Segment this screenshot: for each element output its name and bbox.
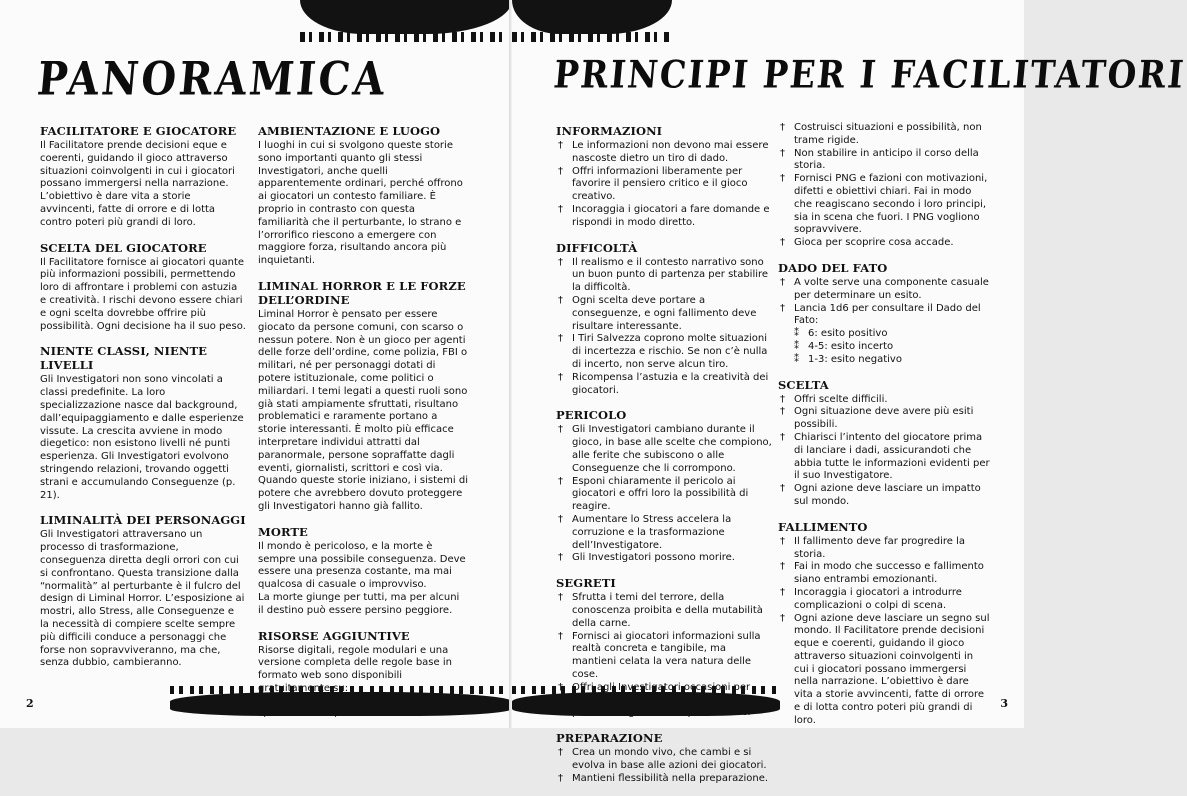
bullet-icon: † <box>558 772 563 784</box>
bullet-icon: † <box>780 302 785 314</box>
bullet-icon: ⁑ <box>794 340 799 352</box>
bullet-icon: † <box>780 483 785 495</box>
list-item: † Ogni scelta deve portare a conseguenze, e ogni fallimento deve risultare interessante. <box>558 294 757 332</box>
section-text: Il mondo è pericoloso, e la morte è sempre una possibile conseguenza. Deve essere una presenza costante, ma mai qualcosa di casuale o improvviso. <box>258 540 466 591</box>
section-heading: RISORSE AGGIUNTIVE <box>258 628 410 643</box>
sub-list-item: ⁑ 4-5: esito incerto <box>794 340 894 352</box>
section-heading: PERICOLO <box>556 408 627 423</box>
section-text: Gli Investigatori attraversano un processo di trasformazione, conseguenza diretta degli orrori con cui si confrontano. Questa transizione dalla “normalità” al perturbante è il fulcro del design di Liminal Horror. L’esposizione ai mostri, allo Stress, alle Conseguenze e la necessità di compiere scelte sempre più difficili conduce a personaggi che forse non sopravviveranno, ma che, senza dubbio, cambieranno. <box>40 529 245 669</box>
bullet-icon: † <box>780 122 785 133</box>
section-heading: AMBIENTAZIONE E LUOGO <box>258 124 441 138</box>
list-item: † Aumentare lo Stress accelera la corruzione e la trasformazione dell’Investigatore. <box>558 513 732 551</box>
list-item: † Incoraggia i giocatori a introdurre complicazioni o colpi di scena. <box>780 586 962 611</box>
section <box>778 122 990 250</box>
page-title: PRINCIPI PER I FACILITATORI <box>551 52 1187 97</box>
bullet-icon: † <box>558 552 563 564</box>
list-item: † I Tiri Salvezza coprono molte situazioni di incertezza e rischio. Se non c’è nulla di incerto, non serve alcun tiro. <box>558 333 768 370</box>
list-item: † Mantieni flessibilità nella preparazione. <box>558 772 769 784</box>
list-item: † Offri informazioni liberamente per favorire il pensiero critico e il gioco creativo. <box>558 165 748 203</box>
list-item: † Il realismo e il contesto narrativo sono un buon punto di partenza per stabilire la difficoltà. <box>558 256 769 294</box>
bullet-icon: † <box>558 333 563 345</box>
section-text: Il Facilitatore prende decisioni eque e coerenti, guidando il gioco attraverso situazioni coinvolgenti in cui i giocatori possano immergersi nella narrazione. L’obiettivo è dare vita a storie avvincenti, fatte di orrore e di lotta contro poteri più grandi di loro. <box>40 140 235 228</box>
bullet-icon: † <box>558 630 563 642</box>
bullet-icon: † <box>558 424 563 436</box>
section-heading: SEGRETI <box>556 576 616 591</box>
section-heading: PREPARAZIONE <box>556 731 663 746</box>
bullet-icon: † <box>558 256 563 268</box>
list-item: † Non stabilire in anticipo il corso della storia. <box>780 147 979 172</box>
bullet-icon: † <box>780 535 785 547</box>
list-item: † Le informazioni non devono mai essere nascoste dietro un tiro di dado. <box>558 140 769 164</box>
section-text: Risorse digitali, regole modulari e una versione completa delle regole base in formato web sono disponibili <box>258 644 452 682</box>
section-text: Il Facilitatore fornisce ai giocatori quante più informazioni possibili, permettendo loro di affrontare i problemi con astuzia e creatività. I rischi devono essere chiari e ogni scelta dovrebbe offrire più possibilità. Ogni decisione ha il suo peso. <box>40 256 246 332</box>
bullet-icon: † <box>558 371 563 383</box>
list-item: † Fai in modo che successo e fallimento siano entrambi emozionanti. <box>780 561 984 586</box>
bullet-icon: ⁑ <box>794 353 799 365</box>
bullet-icon: † <box>558 475 563 487</box>
section <box>40 513 246 670</box>
list-item: † Fornisci PNG e fazioni con motivazioni, difetti e obiettivi chiari. Fai in modo che reagiscano secondo i loro principi, sia in scena che fuori. I PNG vogliono sopravvivere. <box>780 173 988 236</box>
list-item: † Offri scelte difficili. <box>780 393 888 405</box>
bullet-icon: † <box>558 513 563 525</box>
right-page <box>512 0 1187 784</box>
section-heading: SCELTA <box>778 377 829 392</box>
bullet-icon: † <box>558 165 563 177</box>
bullet-icon: † <box>780 147 785 159</box>
list-item: † A volte serve una componente casuale per determinare un esito. <box>780 276 989 301</box>
page-number: 2 <box>26 697 34 710</box>
list-item: † Sfrutta i temi del terrore, della conoscenza proibita e della mutabilità della carne. <box>558 592 763 629</box>
sub-list-item: ⁑ 6: esito positivo <box>794 328 888 340</box>
section <box>778 520 990 728</box>
section <box>258 124 468 268</box>
bullet-icon: † <box>558 203 563 215</box>
section-heading: DADO DEL FATO <box>778 260 888 275</box>
bullet-icon: † <box>780 561 785 573</box>
ink-splatter-top <box>300 0 512 34</box>
bullet-icon: † <box>780 431 785 443</box>
section <box>556 124 772 230</box>
section-heading: LIMINALITÀ DEI PERSONAGGI <box>40 513 246 528</box>
list-item: † Gli Investigatori cambiano durante il gioco, in base alle scelte che compiono, alle ferite che subiscono o alle Conseguenze che li corrompono. <box>558 424 772 474</box>
sub-list-item: ⁑ 1-3: esito negativo <box>794 353 902 365</box>
list-item: † Chiarisci l’intento del giocatore prima di lanciare i dadi, assicurandoti che abbia tutte le informazioni evidenti per il suo Investigatore. <box>780 431 990 482</box>
bullet-icon: † <box>780 612 785 624</box>
right-column-2 <box>778 122 990 739</box>
ink-splatter-top <box>512 0 672 34</box>
section <box>556 731 772 785</box>
list-item: † Ogni azione deve lasciare un segno sul mondo. Il Facilitatore prende decisioni eque e coerenti, guidando il gioco attraverso situazioni coinvolgenti in cui i giocatori possano immergersi nella narrazione. L’obiettivo è dare vita a storie avvincenti, fatte di orrore e di lotta contro poteri più grandi di loro. <box>780 612 990 726</box>
bullet-icon: † <box>780 586 785 598</box>
section-heading: MORTE <box>258 524 308 539</box>
ink-splatter-bottom <box>170 692 512 716</box>
bullet-icon: † <box>780 393 785 405</box>
page-title: PANORAMICA <box>35 52 390 107</box>
section-heading: INFORMAZIONI <box>556 124 663 138</box>
list-item: † Fornisci ai giocatori informazioni sulla realtà concreta e tangibile, ma mantieni celata la vera natura delle cose. <box>558 630 761 680</box>
bullet-icon: † <box>780 406 785 418</box>
section-text: Liminal Horror è pensato per essere giocato da persone comuni, con scarso o nessun potere. Non è un gioco per agenti delle forze dell’ordine, come polizia, FBI o militari, né per personaggi dotati di potere istituzionale, come politici o miliardari. I temi legati a questi ruoli sono già stati ampiamente sfruttati, risultano problematici e raramente portano a storie interessanti. È molto più efficace interpretare individui attratti dal paranormale, persone sopraffatte dagli eventi, giornalisti, scrittori e così via. Quando queste storie iniziano, i sistemi di potere che avrebbero dovuto proteggere gli Investigatori hanno già fallito. <box>258 308 469 512</box>
list-item: † Ogni situazione deve avere più esiti possibili. <box>780 406 974 431</box>
bullet-icon: † <box>780 173 785 185</box>
list-item: † Incoraggia i giocatori a fare domande e rispondi in modo diretto. <box>558 203 770 228</box>
list-item: † Il fallimento deve far progredire la storia. <box>780 535 966 560</box>
section <box>258 279 468 514</box>
list-item: † Esponi chiaramente il pericolo ai giocatori e offri loro la possibilità di reagire. <box>558 475 749 513</box>
list-item: † Lancia 1d6 per consultare il Dado del Fato: <box>780 302 981 327</box>
section <box>778 261 990 367</box>
section-heading: FACILITATORE E GIOCATORE <box>40 124 237 138</box>
section-heading: FALLIMENTO <box>778 519 868 534</box>
bullet-icon: † <box>558 747 563 759</box>
ink-splatter-bottom <box>512 692 780 716</box>
section-heading: DIFFICOLTÀ <box>556 240 638 255</box>
section-heading: SCELTA DEL GIOCATORE <box>40 240 207 255</box>
left-column-1 <box>40 124 246 681</box>
list-item: † Crea un mondo vivo, che cambi e si evolva in base alle azioni dei giocatori. <box>558 747 767 771</box>
list-item: † Ogni azione deve lasciare un impatto sul mondo. <box>780 483 981 507</box>
section <box>778 378 990 509</box>
section-text: Gli Investigatori non sono vincolati a classi predefinite. La loro specializzazione nasce dal background, dall’equipaggiamento e dalle esperienze vissute. La crescita avviene in modo diegetico: non esistono livelli né punti esperienza. Gli Investigatori evolvono stringendo relazioni, trovando oggetti strani e accumulando Conseguenze (p. 21). <box>40 374 244 501</box>
list-item: † Gli Investigatori possono morire. <box>558 552 735 564</box>
bullet-icon: † <box>780 276 785 288</box>
list-item: † Ricompensa l’astuzia e la creatività dei giocatori. <box>558 371 769 396</box>
bullet-icon: † <box>558 140 563 151</box>
section <box>40 124 246 230</box>
page-number: 3 <box>1000 697 1008 710</box>
section <box>556 408 772 565</box>
list-item: † Gioca per scoprire cosa accade. <box>780 237 954 249</box>
section <box>40 241 246 334</box>
section-text: I luoghi in cui si svolgono queste storie sono importanti quanto gli stessi Investigatori, anche quelli apparentemente ordinari, perché offrono ai giocatori un contesto familiare. È proprio in contrasto con questa familiarità che il perturbante, lo strano e l’orrorifico riescono a emergere con maggiore forza, risultando ancora più inquietanti. <box>258 140 463 267</box>
section <box>40 344 246 502</box>
bullet-icon: † <box>558 592 563 604</box>
section-heading: LIMINAL HORROR E LE FORZE DELL’ORDINE <box>258 278 466 307</box>
left-page <box>0 0 512 728</box>
section <box>258 525 468 618</box>
bullet-icon: † <box>558 294 563 306</box>
section <box>556 241 772 398</box>
list-item: † Costruisci situazioni e possibilità, non trame rigide. <box>780 122 982 146</box>
bullet-icon: † <box>780 237 785 249</box>
left-column-2 <box>258 124 468 732</box>
section-text: La morte giunge per tutti, ma per alcuni il destino può essere persino peggiore. <box>258 591 460 616</box>
section-heading: NIENTE CLASSI, NIENTE LIVELLI <box>40 344 207 373</box>
bullet-icon: ⁑ <box>794 328 799 340</box>
